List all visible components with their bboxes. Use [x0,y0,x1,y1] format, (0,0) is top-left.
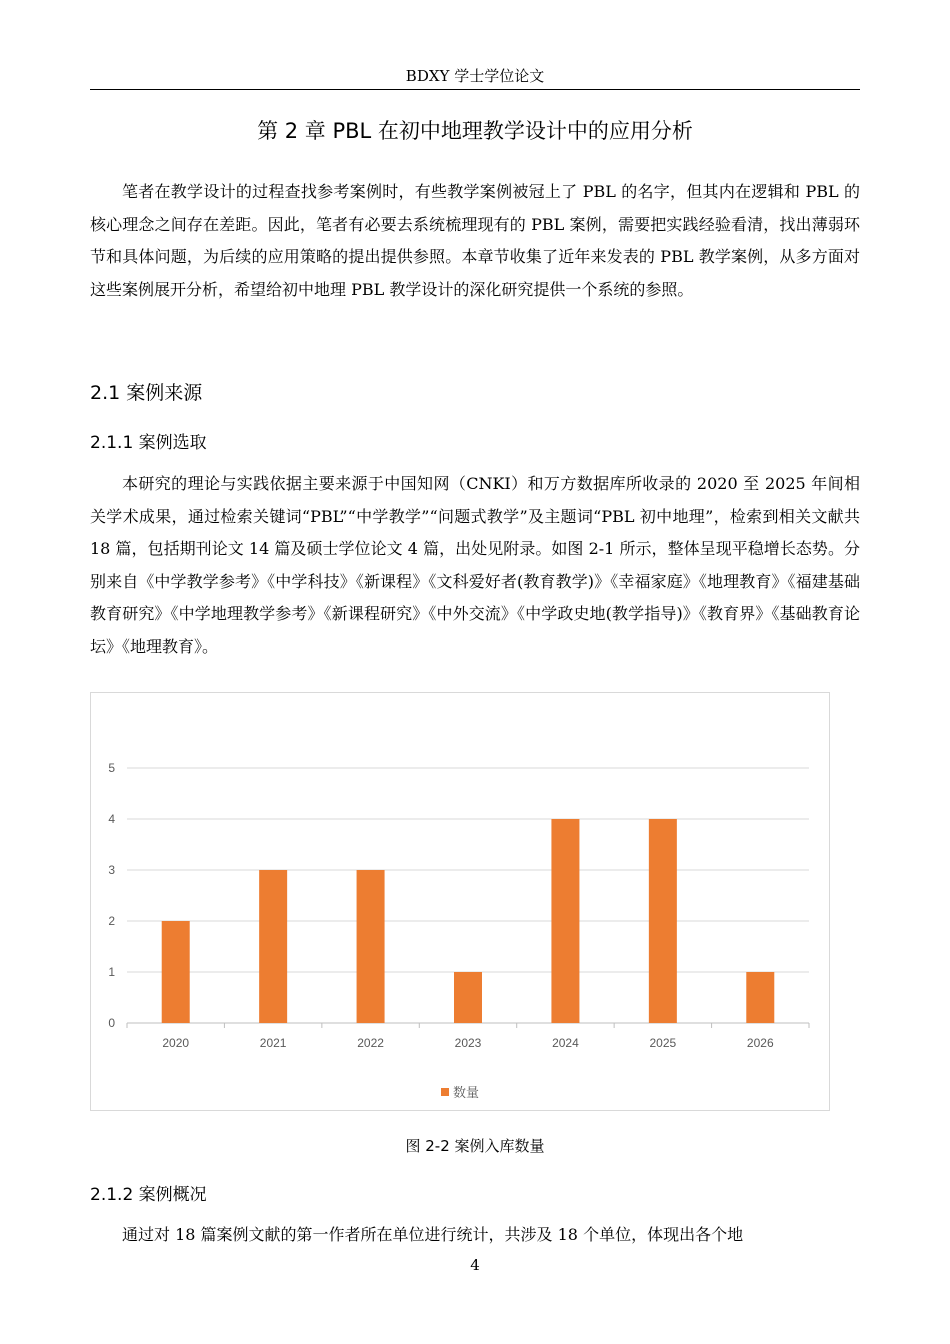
y-tick-label: 2 [108,914,115,928]
bar [259,870,287,1023]
intro-paragraph: 笔者在教学设计的过程查找参考案例时，有些教学案例被冠上了 PBL 的名字，但其内在逻辑和 PBL 的核心理念之间存在差距。因此，笔者有必要去系统梳理现有的 PBL 案例，需要把实践经验看清，找出薄弱环节和具体问题，为后续的应用策略的提出提供参照。本章节收集了近年来发表的 PBL 教学案例，从多方面对这些案例展开分析，希望给初中地理 PBL 教学设计的深化研究提供一个系统的参照。 [90,182,860,299]
bar [746,972,774,1023]
chapter-title: 第 2 章 PBL 在初中地理教学设计中的应用分析 [257,119,693,143]
section-heading-2-1-1: 2.1.1 案例选取 [90,433,207,453]
header-rule [90,89,860,90]
legend-label: 数量 [453,1086,480,1101]
running-header: BDXY 学士学位论文 [405,67,545,85]
x-tick-label: 2025 [649,1036,677,1050]
x-tick-label: 2023 [454,1036,482,1050]
y-tick-label: 5 [108,761,115,775]
bar [454,972,482,1023]
y-tick-label: 1 [108,965,115,979]
x-tick-label: 2020 [162,1036,190,1050]
legend-swatch [441,1088,449,1096]
figure-caption: 图 2-2 案例入库数量 [405,1137,545,1155]
x-tick-label: 2022 [357,1036,384,1050]
bar [649,819,677,1023]
chart-canvas [91,693,831,1112]
section-heading-2-1: 2.1 案例来源 [90,382,203,404]
bar [162,921,190,1023]
case-selection-paragraph: 本研究的理论与实践依据主要来源于中国知网（CNKI）和万方数据库所收录的 2020 至 2025 年间相关学术成果，通过检索关键词“PBL”“中学教学”“问题式教学”及主题词“PBL 初中地理”，检索到相关文献共 18 篇，包括期刊论文 14 篇及硕士学位论文 4 篇，出处见附录。如图 2-1 所示，整体呈现平稳增长态势。分别来自《中学教学参考》《中学科技》《新课程》《文科爱好者(教育教学)》《幸福家庭》《地理教育》《福建基础教育研究》《中学地理教学参考》《新课程研究》《中外交流》《中学政史地(教学指导)》《教育界》《基础教育论坛》《地理教育》。 [90,474,860,656]
x-tick-label: 2024 [552,1036,579,1050]
y-tick-label: 3 [108,863,115,877]
case-overview-paragraph: 通过对 18 篇案例文献的第一作者所在单位进行统计，共涉及 18 个单位，体现出各个地 [122,1225,744,1244]
x-tick-label: 2026 [746,1036,774,1050]
page-number: 4 [470,1256,480,1274]
x-tick-label: 2021 [259,1036,287,1050]
bar [551,819,579,1023]
bar-chart [90,692,830,1111]
bar [357,870,385,1023]
y-tick-label: 4 [108,812,115,826]
y-tick-label: 0 [108,1016,115,1030]
section-heading-2-1-2: 2.1.2 案例概况 [90,1185,207,1205]
